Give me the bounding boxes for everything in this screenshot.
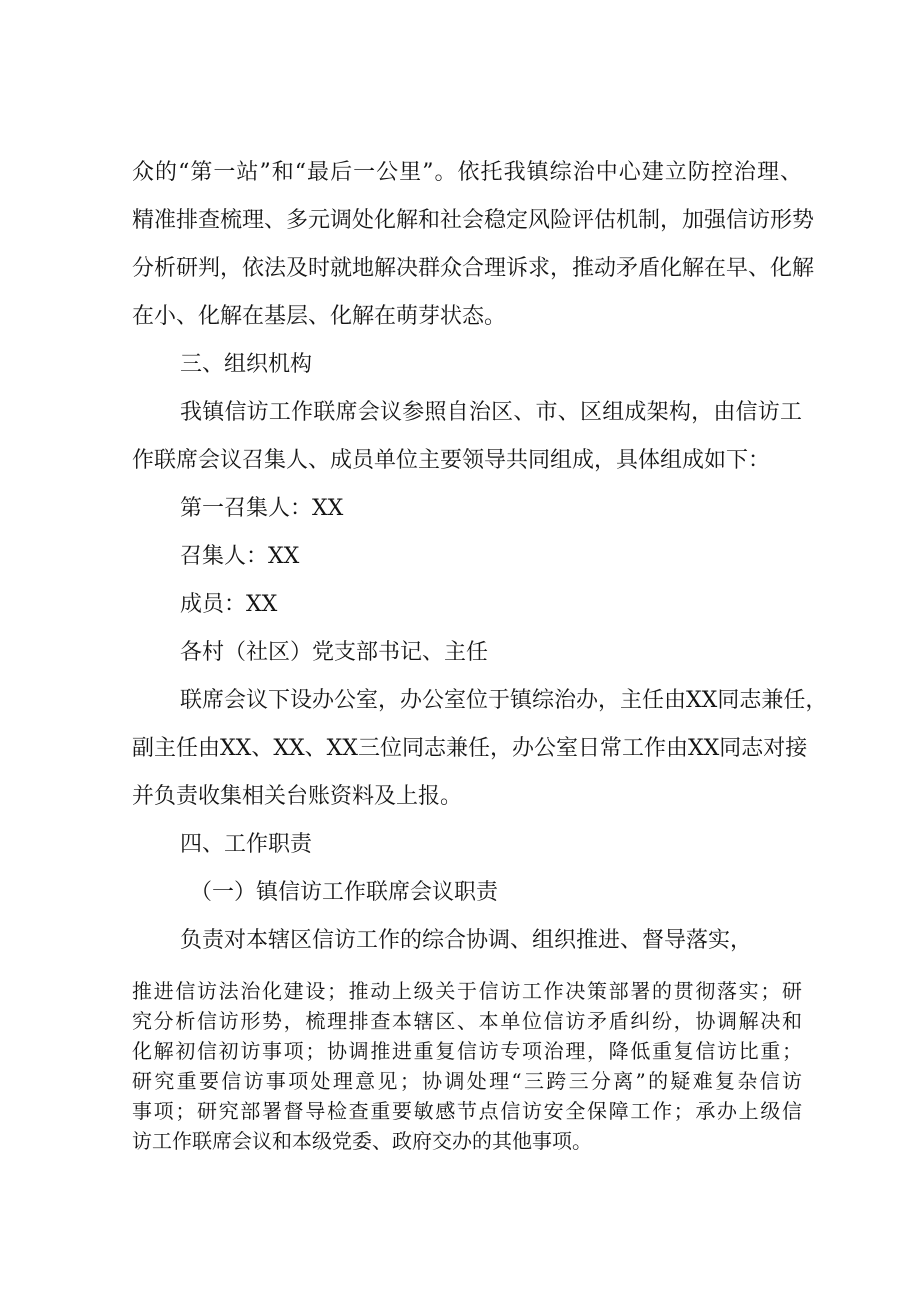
paragraph-line: 访工作联席会议和本级党委、政府交办的其他事项。 [132,1129,592,1153]
paragraph-line: 并负责收集相关台账资料及上报。 [132,784,463,809]
paragraph-line: 究分析信访形势，梳理排查本辖区、本单位信访矛盾纠纷，协调解决和 [132,1009,802,1033]
convener-line: 召集人：XX [180,544,300,569]
village-leaders-line: 各村（社区）党支部书记、主任 [180,640,489,665]
paragraph-line: 作联席会议召集人、成员单位主要领导共同组成，具体组成如下： [132,448,771,473]
section-heading-duties: 四、工作职责 [180,832,313,857]
paragraph-line: 研究重要信访事项处理意见；协调处理“三跨三分离”的疑难复杂信访 [132,1069,802,1093]
subsection-heading: （一）镇信访工作联席会议职责 [190,880,499,905]
paragraph-line: 分析研判，依法及时就地解决群众合理诉求，推动矛盾化解在早、化解 [132,256,815,281]
paragraph-line: 联席会议下设办公室，办公室位于镇综治办，主任由XX同志兼任， [180,688,828,713]
paragraph-line: 我镇信访工作联席会议参照自治区、市、区组成架构，由信访工 [180,400,802,425]
section-heading-organization: 三、组织机构 [180,352,313,377]
paragraph-line: 化解初信初访事项；协调推进重复信访专项治理，降低重复信访比重； [132,1039,802,1063]
paragraph-line: 推进信访法治化建设；推动上级关于信访工作决策部署的贯彻落实；研 [132,979,802,1003]
paragraph-line: 事项；研究部署督导检查重要敏感节点信访安全保障工作；承办上级信 [132,1099,802,1123]
paragraph-line: 负责对本辖区信访工作的综合协调、组织推进、督导落实， [180,928,753,953]
first-convener-line: 第一召集人：XX [180,496,344,521]
paragraph-line: 众的“第一站”和“最后一公里”。依托我镇综治中心建立防控治理、 [132,160,802,185]
paragraph-line: 精准排查梳理、多元调处化解和社会稳定风险评估机制，加强信访形势 [132,208,815,233]
paragraph-line: 在小、化解在基层、化解在萌芽状态。 [132,304,507,329]
paragraph-line: 副主任由XX、XX、XX三位同志兼任，办公室日常工作由XX同志对接 [132,736,808,761]
members-line: 成员：XX [180,592,278,617]
